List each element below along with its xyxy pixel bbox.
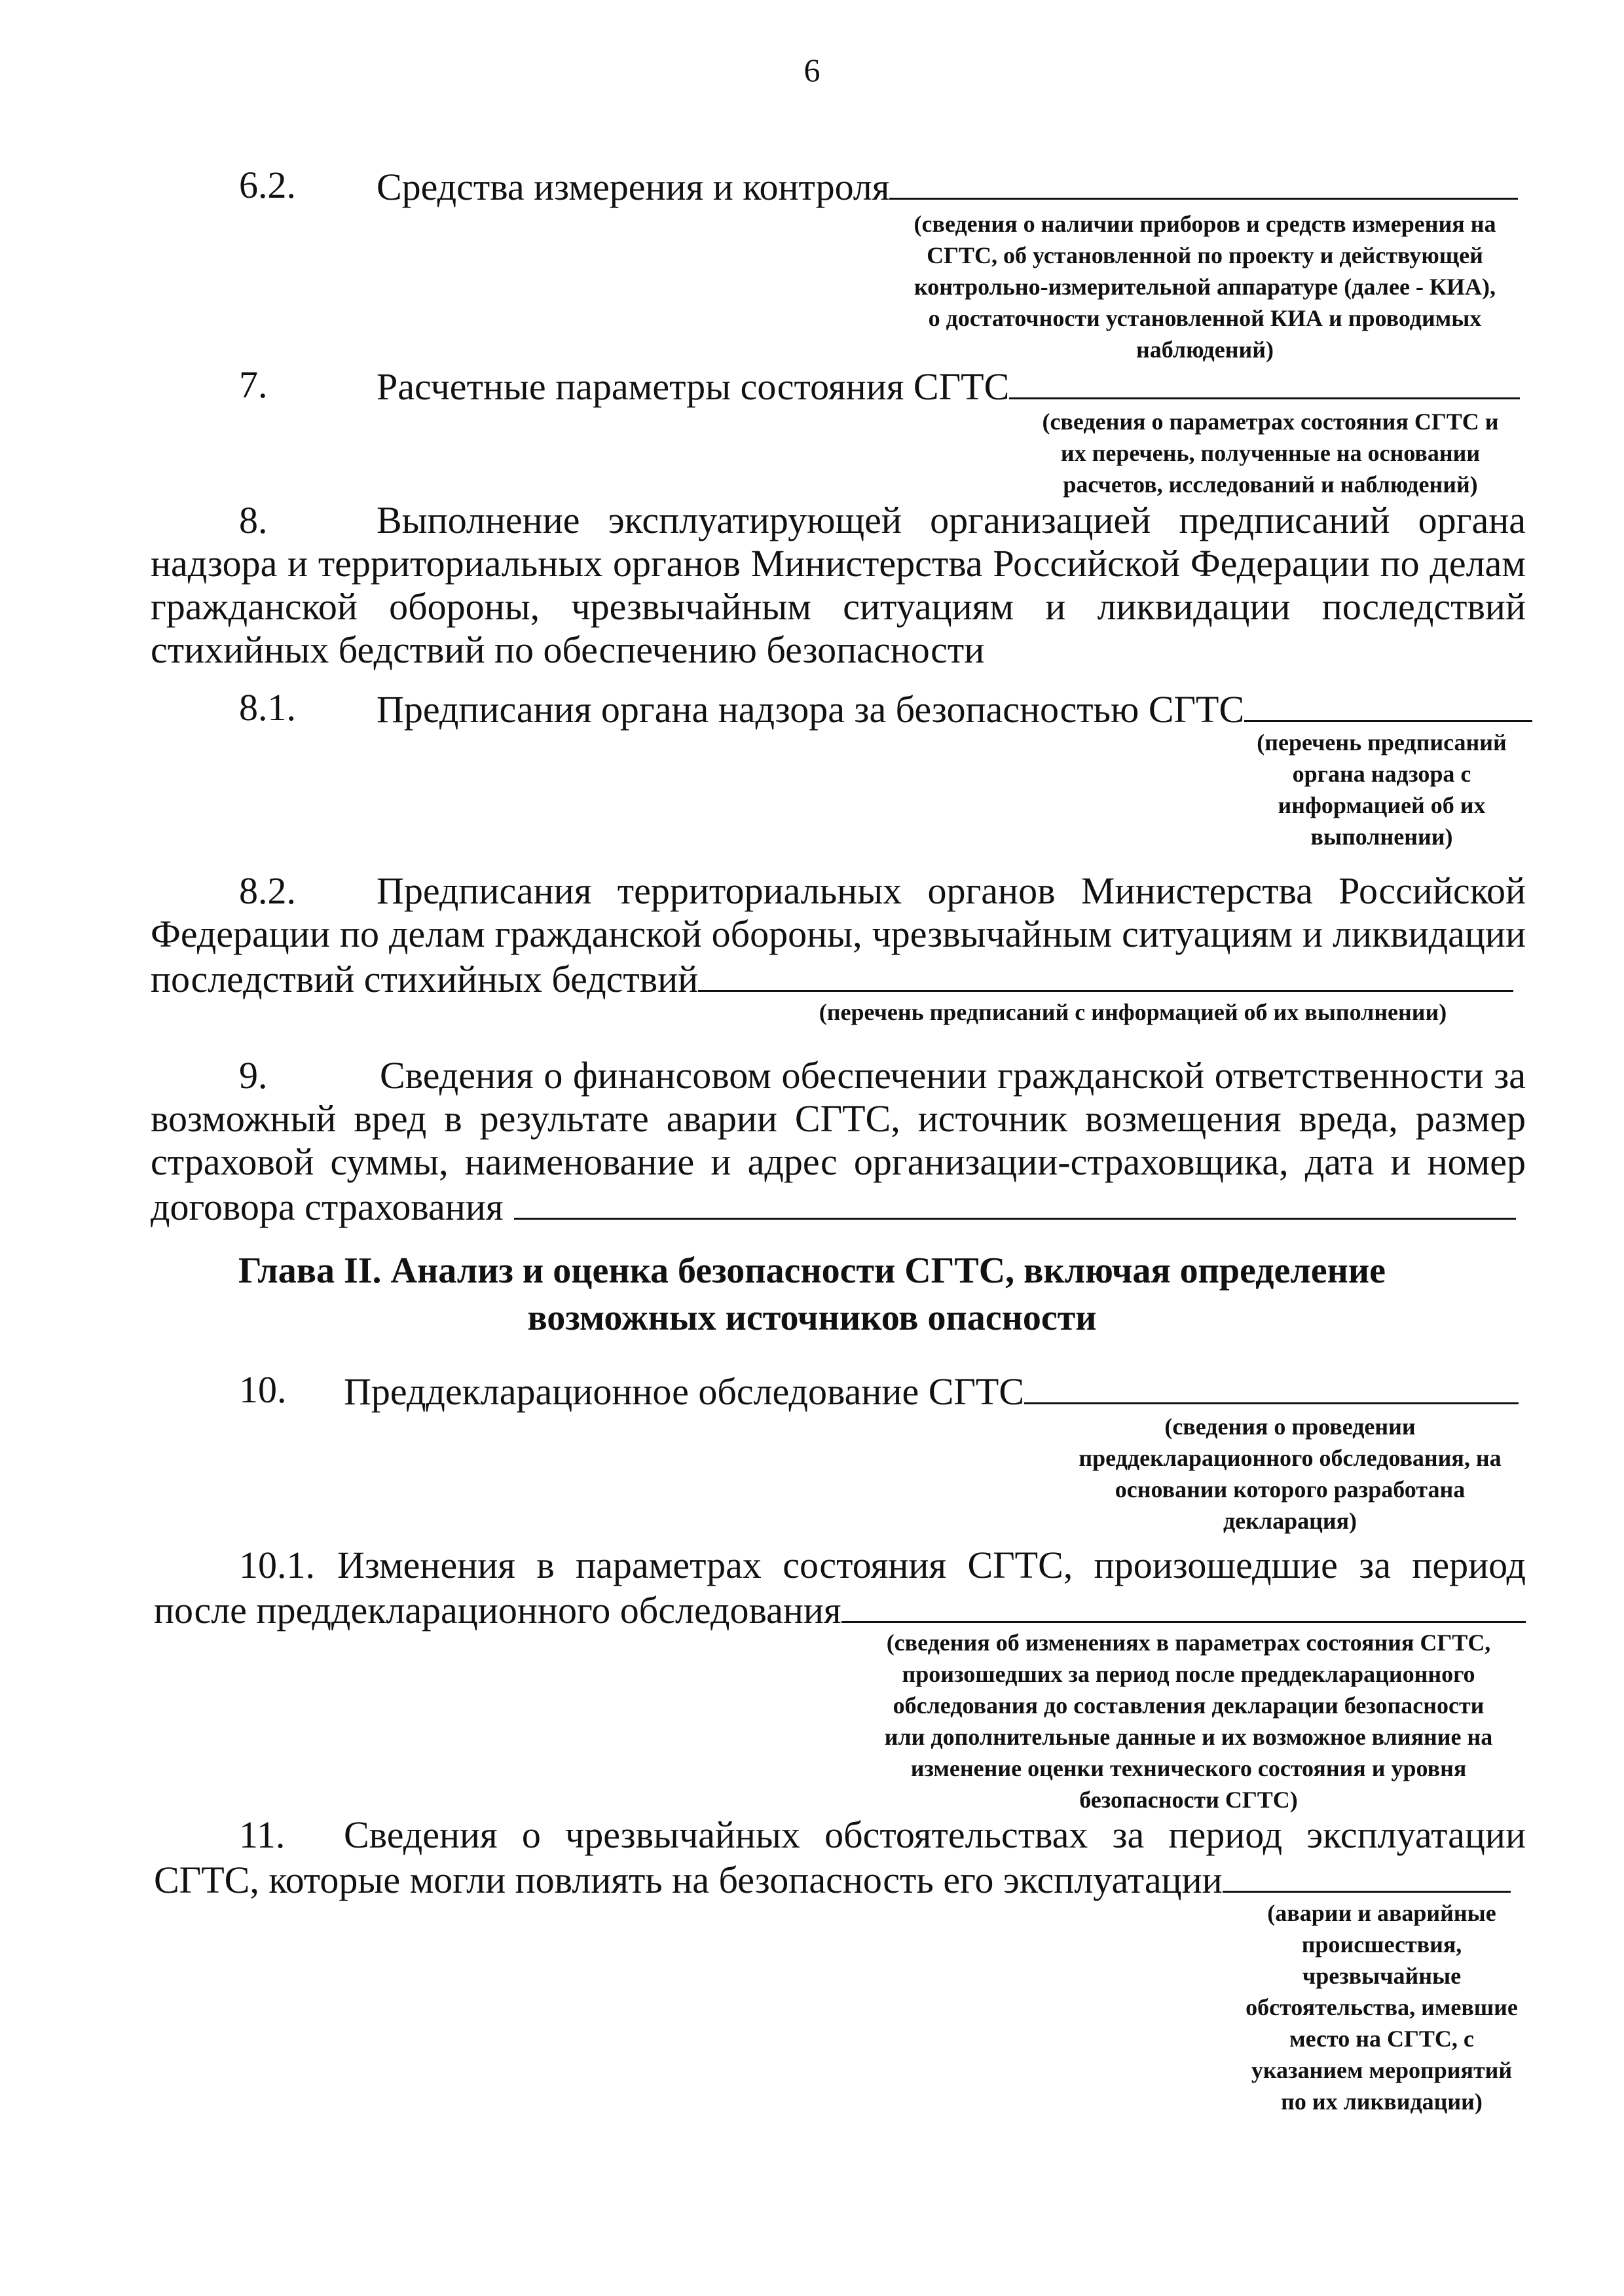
- title-text: Расчетные параметры состояния СГТС: [377, 365, 1010, 408]
- chapter-heading-line-1: Глава II. Анализ и оценка безопасности СГТС, включая определение: [238, 1250, 1386, 1291]
- note-line: основании которого разработана: [1115, 1476, 1466, 1503]
- section-8-2-line-2: Федерации по делам гражданской обороны, чрезвычайным ситуациям и ликвидации: [151, 913, 1526, 955]
- note-line: или дополнительные данные и их возможное влияние на: [884, 1724, 1493, 1750]
- note-line: (сведения об изменениях в параметрах состояния СГТС,: [886, 1630, 1491, 1656]
- section-number-8-1: 8.1.: [239, 686, 296, 729]
- section-8-2-line-3: [151, 956, 1513, 1001]
- note-line: наблюдений): [1136, 337, 1274, 363]
- note-line: (сведения о проведении: [1164, 1413, 1416, 1440]
- fill-blank-11[interactable]: [1223, 1857, 1511, 1893]
- section-8-2-line-1: Предписания территориальных органов Министерства Российской: [377, 869, 1526, 912]
- note-line: (аварии и аварийные: [1267, 1900, 1496, 1926]
- section-8-line-3: гражданской обороны, чрезвычайным ситуациям и ликвидации последствий: [151, 585, 1526, 628]
- section-10-1-line-1: Изменения в параметрах состояния СГТС, произошедшие за период: [337, 1544, 1526, 1586]
- note-line: их перечень, полученные на основании: [1060, 440, 1481, 466]
- section-number-7: 7.: [239, 363, 268, 406]
- note-line: безопасности СГТС): [1079, 1787, 1298, 1813]
- section-9-line-2: возможный вред в результате аварии СГТС, источник возмещения вреда, размер: [151, 1097, 1526, 1140]
- section-title-8-1: [377, 686, 1532, 731]
- note-line: (сведения о наличии приборов и средств измерения на: [913, 211, 1496, 237]
- note-10: [1048, 1411, 1532, 1537]
- note-8-1: [1231, 727, 1532, 852]
- section-9-line-4: [151, 1184, 1516, 1229]
- section-number-10: 10.: [239, 1368, 287, 1411]
- note-line: расчетов, исследований и наблюдений): [1063, 471, 1478, 498]
- note-line: преддекларационного обследования, на: [1079, 1445, 1502, 1471]
- note-line: о достаточности установленной КИА и проводимых: [928, 305, 1482, 331]
- section-number-8: 8.: [239, 499, 268, 541]
- note-8-2: [733, 996, 1532, 1028]
- fill-blank-10-1[interactable]: [841, 1587, 1526, 1623]
- page-number: 6: [803, 52, 821, 88]
- title-text: Средства измерения и контроля: [377, 166, 890, 208]
- note-7: [1008, 406, 1532, 500]
- chapter-heading-line-2: возможных источников опасности: [527, 1298, 1097, 1338]
- note-line: информацией об их: [1278, 792, 1486, 818]
- note-line: обследования до составления декларации безопасности: [893, 1692, 1485, 1719]
- note-line: декларация): [1223, 1508, 1357, 1534]
- note-line: (перечень предписаний: [1257, 729, 1507, 756]
- section-8-line-2: надзора и территориальных органов Министерства Российской Федерации по делам: [151, 542, 1526, 585]
- section-title-6-2: [377, 164, 1518, 209]
- note-line: чрезвычайные: [1302, 1963, 1462, 1989]
- note-line: (перечень предписаний с информацией об их выполнении): [819, 999, 1447, 1025]
- fill-blank-10[interactable]: [1024, 1368, 1519, 1404]
- section-10-1-line-2: [154, 1587, 1526, 1632]
- note-6-2: [877, 208, 1532, 365]
- note-line: указанием мероприятий: [1251, 2057, 1513, 2083]
- section-number-11: 11.: [239, 1813, 286, 1856]
- fill-blank-9[interactable]: [514, 1184, 1516, 1220]
- section-number-10-1: 10.1.: [239, 1544, 315, 1586]
- note-line: выполнении): [1310, 824, 1453, 850]
- note-line: СГТС, об установленной по проекту и действующей: [927, 242, 1483, 268]
- line-text: СГТС, которые могли повлиять на безопасность его эксплуатации: [154, 1859, 1223, 1901]
- note-11: [1231, 1897, 1532, 2117]
- note-line: органа надзора с: [1292, 761, 1471, 787]
- fill-blank-6-2[interactable]: [889, 164, 1518, 200]
- section-9-line-3: страховой суммы, наименование и адрес организации-страховщика, дата и номер: [151, 1140, 1526, 1183]
- line-text: последствий стихийных бедствий: [151, 958, 699, 1000]
- section-number-6-2: 6.2.: [239, 164, 296, 206]
- section-title-10: [344, 1368, 1519, 1413]
- note-line: место на СГТС, с: [1289, 2026, 1474, 2052]
- title-text: Предписания органа надзора за безопасностью СГТС: [377, 688, 1245, 731]
- section-number-9: 9.: [239, 1054, 268, 1097]
- line-text: после преддекларационного обследования: [154, 1589, 841, 1631]
- note-line: происшествия,: [1301, 1931, 1462, 1958]
- title-text: Преддекларационное обследование СГТС: [344, 1370, 1025, 1413]
- section-11-line-2: [154, 1857, 1511, 1902]
- note-line: контрольно-измерительной аппаратуре (далее - КИА),: [913, 274, 1496, 300]
- section-9-line-1: Сведения о финансовом обеспечении гражданской ответственности за: [380, 1054, 1526, 1097]
- note-line: обстоятельства, имевшие: [1246, 1994, 1518, 2020]
- note-line: изменение оценки технического состояния и уровня: [910, 1755, 1467, 1781]
- note-line: по их ликвидации): [1281, 2088, 1483, 2115]
- line-text: договора страхования: [151, 1186, 504, 1228]
- note-line: произошедших за период после преддекларационного: [902, 1661, 1475, 1687]
- fill-blank-8-1[interactable]: [1244, 686, 1532, 722]
- section-11-line-1: Сведения о чрезвычайных обстоятельствах за период эксплуатации: [344, 1813, 1526, 1856]
- note-line: (сведения о параметрах состояния СГТС и: [1042, 409, 1499, 435]
- fill-blank-7[interactable]: [1009, 363, 1520, 399]
- fill-blank-8-2[interactable]: [698, 956, 1513, 992]
- section-8-line-1: Выполнение эксплуатирующей организацией предписаний органа: [377, 499, 1526, 541]
- note-10-1: [845, 1627, 1532, 1815]
- chapter-heading: [144, 1247, 1480, 1341]
- section-title-7: [377, 363, 1520, 409]
- section-number-8-2: 8.2.: [239, 869, 296, 912]
- section-8-line-4: стихийных бедствий по обеспечению безопасности: [151, 629, 985, 671]
